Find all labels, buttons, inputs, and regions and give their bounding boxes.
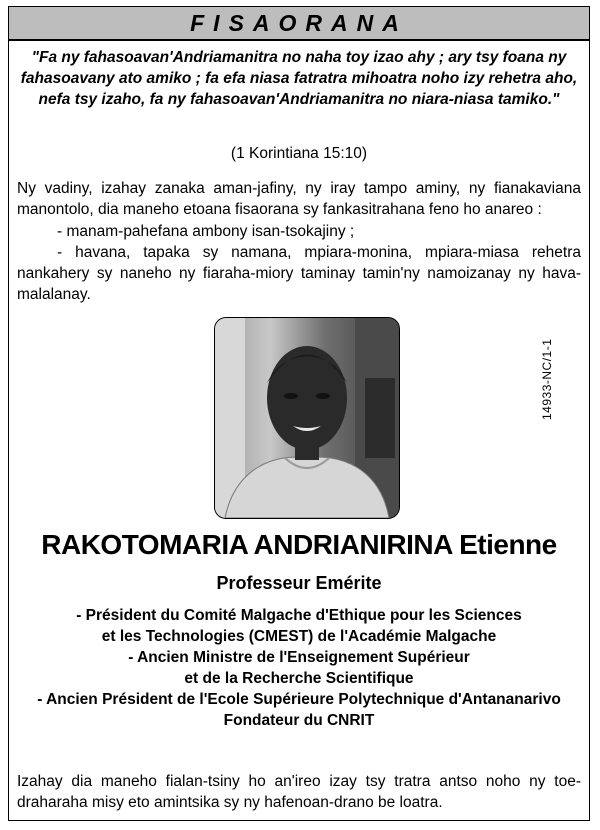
role-line: - Ancien Ministre de l'Enseignement Supérieur [128,649,470,666]
role-line: et les Technologies (CMEST) de l'Académie Malgache [101,628,497,645]
notice-frame [8,6,590,821]
roles-list [17,605,581,731]
deceased-name: RAKOTOMARIA ANDRIANIRINA Etienne [41,529,557,560]
side-reference-code: 14933-NC/1-1 [540,338,554,420]
deceased-title: Professeur Emérite [216,573,382,593]
header-bar [9,7,589,41]
thanks-item-2: - havana, tapaka sy namana, mpiara-monina, mpiara-miasa rehetra nankahery sy naneho ny fiaraha-miory taminay tamin'ny namoizanay ny hava-malalanay. [17,244,581,303]
verse-reference: (1 Korintiana 15:10) [230,145,368,162]
portrait-photo [214,317,400,519]
portrait-photo-drawing [215,318,399,518]
thanks-item-1: - manam-pahefana ambony isan-tsokajiny ; [57,223,355,240]
thanks-intro: Ny vadiny, izahay zanaka aman-jafiny, ny iray tampo aminy, ny fianakaviana manontolo, dia maneho etoana fisaorana sy fankasitrahana feno ho anareo : [17,180,581,218]
role-line: Fondateur du CNRIT [223,712,375,729]
notice-title: FISAORANA [190,9,408,36]
role-line: et de la Recherche Scientifique [184,670,414,687]
bible-verse: "Fa ny fahasoavan'Andriamanitra no naha toy izao ahy ; ary tsy foana ny fahasoavany ato amiko ; fa efa niasa fatratra mihoatra noho izy rehetra aho, nefa tsy izaho, fa ny fahasoavan'Andriamanitra no niara-niasa tamiko." [20,49,578,108]
closing-apology: Izahay dia maneho fialan-tsiny ho an'ireo izay tsy tratra antso noho ny toe-draharaha misy eto amintsika sy ny hafenoan-drano be loatra. [17,773,581,811]
role-line: - Ancien Président de l'Ecole Supérieure Polytechnique d'Antananarivo [37,691,561,708]
role-line: - Président du Comité Malgache d'Ethique pour les Sciences [76,607,522,624]
